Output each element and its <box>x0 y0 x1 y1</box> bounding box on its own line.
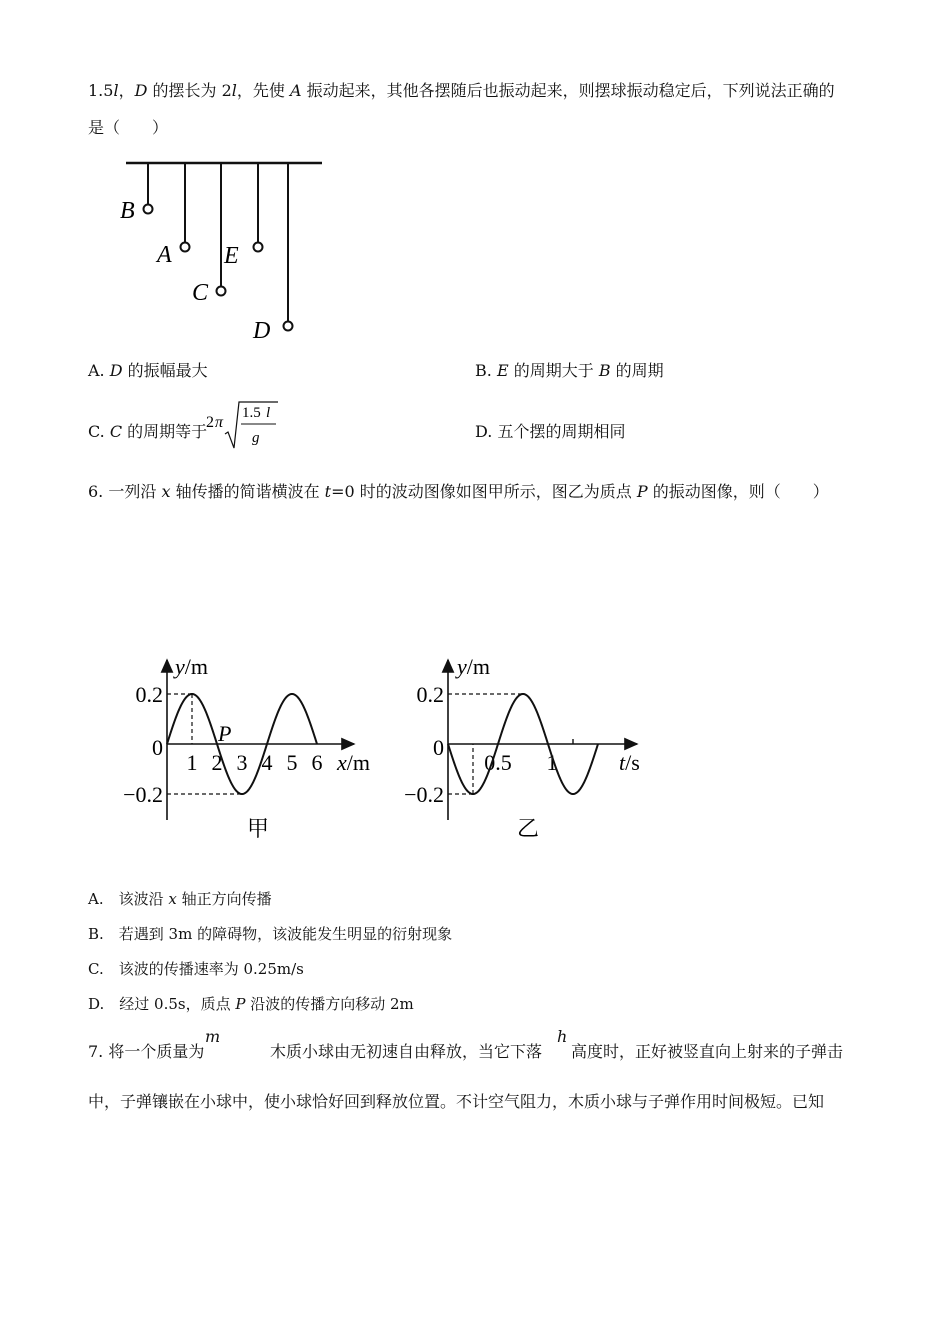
caption-yi: 乙 <box>516 816 540 841</box>
label-e: E <box>224 243 239 269</box>
x-tick-2: 2 <box>211 750 223 775</box>
label-b: B <box>120 198 135 224</box>
q7-line1-b: 木质小球由无初速自由释放，当它下落 <box>270 1042 543 1061</box>
svg-text:1.5: 1.5 <box>242 405 261 421</box>
q6-option-c[interactable]: C. 该波的传播速率为 0.25m/s <box>88 960 304 978</box>
q5-option-a[interactable]: A. D 的振幅最大 <box>88 361 208 380</box>
q6-option-b[interactable]: B. 若遇到 3m 的障碍物，该波能发生明显的衍射现象 <box>88 925 453 943</box>
q7-var-h: h <box>557 1027 568 1046</box>
label-d: D <box>253 318 271 344</box>
svg-text:g: g <box>252 430 260 446</box>
svg-text:l: l <box>266 405 271 421</box>
q5-stem-line1: 1.5l，D 的摆长为 2l，先使 A 振动起来，其他各摆随后也振动起来，则摆球振动稳定后，下列说法正确的 <box>88 81 835 100</box>
y-axis-label: y/m <box>175 654 208 679</box>
svg-text:π: π <box>215 414 224 431</box>
y-axis-label: y/m <box>457 654 490 679</box>
y-tick-0: 0 <box>152 735 163 760</box>
q5-option-c-formula <box>204 396 284 452</box>
pendulum-bob-b <box>144 205 153 214</box>
x-tick-5: 5 <box>286 750 298 775</box>
label-c: C <box>192 280 209 306</box>
x-tick-4: 4 <box>261 750 273 775</box>
t-axis-label: t/s <box>619 750 640 775</box>
y-tick-0.2: 0.2 <box>416 682 444 707</box>
t-tick-0.5: 0.5 <box>484 750 512 775</box>
x-tick-1: 1 <box>186 750 198 775</box>
x-tick-3: 3 <box>236 750 248 775</box>
y-tick-0.2: 0.2 <box>135 682 163 707</box>
q7-var-m: m <box>205 1027 221 1046</box>
pendulum-bob-d <box>284 322 293 331</box>
point-p-label: P <box>218 721 232 746</box>
q5-option-b[interactable]: B. E 的周期大于 B 的周期 <box>475 361 664 380</box>
q7-line2: 中，子弹镶嵌在小球中，使小球恰好回到释放位置。不计空气阻力，木质小球与子弹作用时间极短。已知 <box>88 1092 825 1111</box>
pendulum-bob-a <box>181 243 190 252</box>
q5-stem-line2: 是（ ） <box>88 118 169 137</box>
x-axis-label: x/m <box>337 750 370 775</box>
q5-option-c[interactable]: C. C 的周期等于 <box>88 422 208 441</box>
chart-jia <box>0 640 400 850</box>
q5-option-d[interactable]: D. 五个摆的周期相同 <box>475 422 626 441</box>
chart-yi <box>395 640 655 850</box>
y-tick-0: 0 <box>433 735 444 760</box>
pendulum-bob-c <box>217 287 226 296</box>
caption-jia: 甲 <box>246 816 270 841</box>
y-tick-neg0.2: −0.2 <box>404 782 444 807</box>
q6-option-a[interactable]: A. 该波沿 x 轴正方向传播 <box>88 890 272 908</box>
label-a: A <box>157 242 172 268</box>
x-tick-6: 6 <box>311 750 323 775</box>
q7-line1-a: 7. 将一个质量为 <box>88 1042 205 1061</box>
t-tick-1: 1 <box>546 750 558 775</box>
y-tick-neg0.2: −0.2 <box>123 782 163 807</box>
q5-pendulum-figure <box>110 150 340 350</box>
svg-text:2: 2 <box>206 414 214 431</box>
q6-stem: 6. 一列沿 x 轴传播的简谐横波在 t=0 时的波动图像如图甲所示，图乙为质点 P 的振动图像，则（ ） <box>88 482 829 501</box>
pendulum-bob-e <box>254 243 263 252</box>
q6-option-d[interactable]: D. 经过 0.5s，质点 P 沿波的传播方向移动 2m <box>88 995 414 1013</box>
q7-line1-c: 高度时，正好被竖直向上射来的子弹击 <box>571 1042 844 1061</box>
